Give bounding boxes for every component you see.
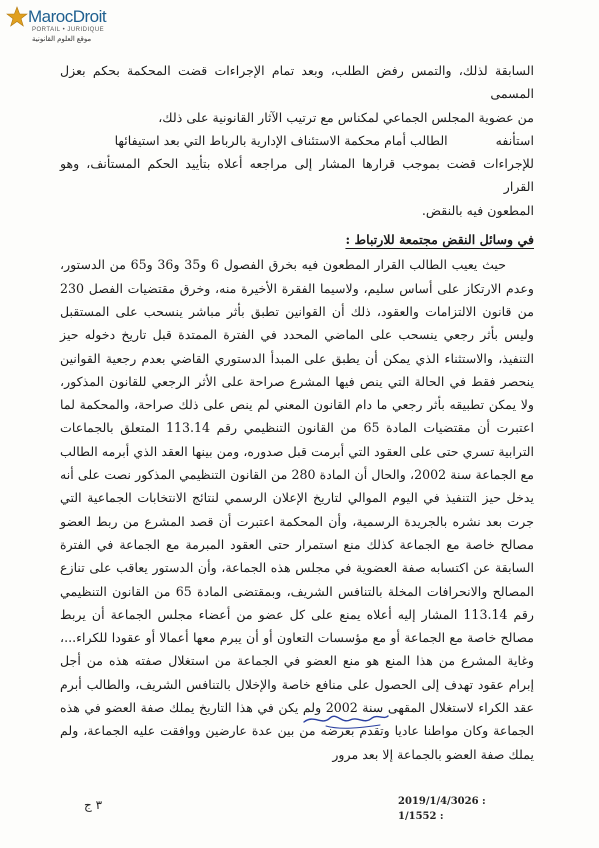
text-line: ولم يكن في هذا التاريخ يملك صفة العضو في هذه الجماعة وكان مواطنا عاديا وتقدم بعرضه bbox=[60, 700, 534, 739]
text-line: من بين عدة عارضين ووافقت عليه الجماعة، ولم يملك صفة العضو بالجماعة إلا بعد مرور bbox=[60, 723, 534, 762]
text-line: كذلك منع استمرار حتى العقود المبرمة مع الجماعة في الفترة السابقة عن اكتسابه صفة bbox=[60, 536, 534, 576]
paragraph-body bbox=[60, 253, 534, 766]
text-line: يمنع على كل عضو من أعضاء مجلس الجماعة أن يربط مصالح خاصة مع الجماعة أو مع bbox=[60, 606, 534, 646]
text-line: حيث يعيب الطالب القرار المطعون فيه بخرق الفصول 6 و35 و36 و65 من الدستور، bbox=[60, 257, 507, 273]
file-reference: 1/1552 : bbox=[398, 811, 444, 822]
marocdroit-logo bbox=[6, 4, 107, 50]
text-line: الرسمية، وأن المحكمة اعتبرت أن قصد المشرع من ربط العضو مصالح خاصة مع الجماعة bbox=[60, 513, 534, 552]
text-line: الطالب أمام محكمة الاستئناف الإدارية بالرباط التي بعد استيفائها bbox=[114, 132, 448, 148]
text-line: والحال أن المادة 280 من القانون التنظيمي المذكور نصت على أنه يدخل حيز التنفيذ في اليوم bbox=[60, 467, 534, 506]
footer-references bbox=[398, 794, 486, 824]
text-line: وعدم الارتكاز على أساس سليم، ولاسيما الفقرة الأخيرة منه، وخرق مقتضيات الفصل 230 من bbox=[60, 280, 534, 319]
logo-name: MarocDroit bbox=[28, 7, 107, 26]
text-line: المادة 65 من القانون التنظيمي رقم 113.14 المتعلق بالجماعات الترابية تسري حتى على bbox=[60, 420, 534, 459]
text-line: التي ينص فيها المشرع صراحة على الأثر الرجعي للقانون المذكور، ولا يمكن تطبيقه بأثر bbox=[60, 373, 534, 413]
paragraph-2 bbox=[60, 129, 534, 222]
text-line: رجعي ينسحب على الماضي المحدد في الفترة الممتدة قبل تاريخ دخوله حيز التنفيذ، والاستثناء bbox=[60, 327, 534, 366]
logo-subtitle: موقع العلوم القانونية bbox=[32, 36, 92, 43]
text-line: رجعي ما دام القانون المعني لم ينص على ذلك صراحة، والمحكمة لما اعتبرت أن مقتضيات bbox=[60, 397, 534, 436]
section-heading: في وسائل النقض مجتمعة للارتباط : bbox=[345, 232, 534, 248]
star-icon bbox=[6, 6, 28, 28]
text-line: من عضوية المجلس الجماعي لمكناس مع ترتيب الآثار القانونية على ذلك، bbox=[158, 109, 534, 125]
text-line: منع العضو في الجماعة من استغلال صفته هذه من أجل إبرام عقود تهدف إلى الحصول على bbox=[60, 653, 535, 692]
text-line: العقود التي أبرمت قبل صدوره، ومن بينها العقد الذي أبرمه الطالب مع الجماعة سنة 2002، bbox=[60, 443, 534, 483]
text-line: مؤسسات التعاون أو أن يبرم معها أعمالا أو عقودا للكراء...، وغاية المشرع من هذا المنع هو bbox=[60, 630, 534, 669]
decision-reference: 2019/1/4/3026 : bbox=[398, 796, 486, 807]
text-line: السابقة لذلك، والتمس رفض الطلب، وبعد تمام الإجراءات قضت المحكمة بحكم بعزل المسمى bbox=[60, 63, 534, 102]
text-line: بالتنافس الشريف، وبمقتضى المادة 65 من القانون التنظيمي رقم 113.14 المشار إليه أعلاه bbox=[60, 583, 534, 622]
text-line: قانون الالتزامات والعقود، ذلك أن القوانين تطبق بأثر مباشر ينسحب على المستقبل وليس بأثر bbox=[60, 303, 534, 343]
paragraph-1 bbox=[60, 59, 534, 129]
document-body bbox=[60, 59, 534, 766]
page-number: ٣ ج bbox=[84, 798, 103, 812]
text-line: للإجراءات قضت بموجب قرارها المشار إلى مراجعه أعلاه بتأييد الحكم المستأنف، وهو القرار bbox=[60, 156, 534, 195]
text-line: الموالي لتاريخ الإعلان الرسمي لنتائج الانتخابات الجماعية التي جرت بعد نشره بالجريدة bbox=[60, 490, 534, 529]
text-line: المطعون فيه بالنقض. bbox=[421, 202, 534, 218]
signature-mark bbox=[300, 706, 390, 732]
text-line: العضوية في مجلس هذه الجماعة، وأن الدستور يعاقب على تنازع المصالح والانحرافات المخلة bbox=[60, 560, 534, 599]
logo-tagline: PORTAIL • JURIDIQUE bbox=[32, 27, 105, 33]
text-line: استأنفه bbox=[495, 132, 534, 148]
text-line: الذي يمكن أن يطبق على المبدأ الدستوري القاضي بعدم رجعية القوانين ينحصر فقط في الحالة bbox=[60, 350, 534, 389]
text-line: منافع خاصة والإخلال بالتنافس الشريف، والطالب أبرم عقد الكراء لاستغلال المقهى سنة 2002 bbox=[60, 676, 534, 716]
